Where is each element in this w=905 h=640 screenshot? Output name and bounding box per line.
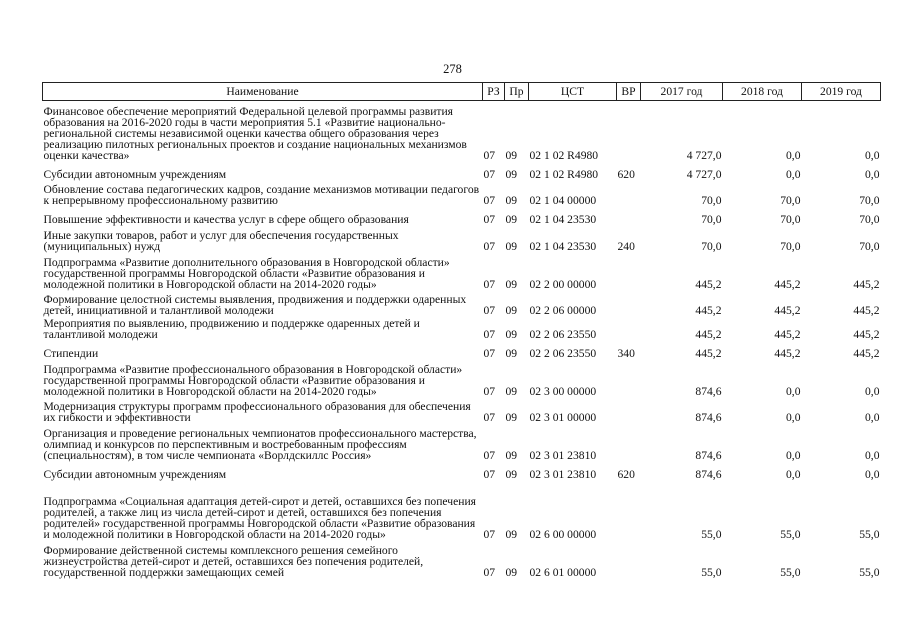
row-rz: 07 <box>483 328 496 341</box>
row-cst: 02 1 02 R4980 <box>529 168 599 181</box>
row-2017: 874,6 <box>695 385 722 398</box>
row-2017: 4 727,0 <box>686 168 722 181</box>
row-name: Иные закупки товаров, работ и услуг для обеспечения государственных (муниципальных) нужд <box>43 229 399 253</box>
header-2017: 2017 год <box>641 83 723 101</box>
row-name: Финансовое обеспечение мероприятий Федеральной целевой программы развития образования на 2016-2020 годы в части мероприятия 5.1 «Развитие национально-региональной системы независимой оценки качества общего образования через реализацию пилотных региональных проектов и создание национальных механизмов оценки качества» <box>43 105 467 162</box>
row-2019: 445,2 <box>853 347 880 360</box>
row-2017: 70,0 <box>701 194 722 207</box>
row-2017: 4 727,0 <box>686 149 722 162</box>
row-2018: 445,2 <box>774 347 801 360</box>
row-2019: 0,0 <box>865 411 880 424</box>
table-row <box>43 101 881 162</box>
row-pr: 09 <box>505 347 518 360</box>
row-rz: 07 <box>483 347 496 360</box>
row-rz: 07 <box>483 213 496 226</box>
row-name: Субсидии автономным учреждениям <box>43 468 227 481</box>
row-vr <box>617 540 641 578</box>
row-2019: 0,0 <box>865 468 880 481</box>
row-vr <box>617 180 641 206</box>
row-pr: 09 <box>505 149 518 162</box>
row-2018: 70,0 <box>780 213 801 226</box>
row-2017: 445,2 <box>695 328 722 341</box>
row-vr <box>617 206 641 225</box>
row-pr: 09 <box>505 213 518 226</box>
row-pr: 09 <box>505 411 518 424</box>
row-2018: 0,0 <box>786 411 801 424</box>
header-2018: 2018 год <box>723 83 802 101</box>
header-name: Наименование <box>43 83 483 101</box>
row-2017: 55,0 <box>701 566 722 579</box>
row-2019: 0,0 <box>865 149 880 162</box>
row-cst: 02 6 00 00000 <box>529 528 597 541</box>
row-pr: 09 <box>505 449 518 462</box>
row-name: Подпрограмма «Развитие дополнительного образования в Новгородской области» государственной программы Новгородской области «Развитие образования и молодежной политики в Новгородской области на 2014-2020 годы» <box>43 256 450 291</box>
row-cst: 02 1 04 00000 <box>529 194 597 207</box>
row-name: Подпрограмма «Социальная адаптация детей-сирот и детей, оставшихся без попечения родителей, а также лиц из числа детей-сирот и детей, оставшихся без попечения родителей» государственной программы Новгородской области «Развитие образования и молодежной политики в Новгородской области на 2014-2020 годы» <box>43 495 477 541</box>
row-2019: 0,0 <box>865 449 880 462</box>
row-2018: 445,2 <box>774 304 801 317</box>
row-2018: 0,0 <box>786 385 801 398</box>
row-2019: 70,0 <box>859 240 880 253</box>
table-row <box>43 423 881 461</box>
row-vr: 240 <box>617 240 635 253</box>
row-2019: 0,0 <box>865 385 880 398</box>
row-cst: 02 2 00 00000 <box>529 278 597 291</box>
row-vr: 340 <box>617 347 635 360</box>
table-row <box>43 252 881 290</box>
row-2017: 445,2 <box>695 304 722 317</box>
table-row <box>43 180 881 206</box>
row-name: Формирование целостной системы выявления, продвижения и поддержки одаренных детей, инициативной и талантливой молодежи <box>43 293 467 317</box>
row-2019: 445,2 <box>853 304 880 317</box>
row-2019: 0,0 <box>865 168 880 181</box>
table-row <box>43 225 881 252</box>
row-rz: 07 <box>483 240 496 253</box>
row-cst: 02 3 01 23810 <box>529 449 597 462</box>
row-cst: 02 1 04 23530 <box>529 240 597 253</box>
row-pr: 09 <box>505 168 518 181</box>
header-row <box>43 83 881 101</box>
row-vr <box>617 101 641 162</box>
row-rz: 07 <box>483 411 496 424</box>
row-2018: 445,2 <box>774 328 801 341</box>
header-rz: РЗ <box>483 83 505 101</box>
row-2018: 0,0 <box>786 149 801 162</box>
row-pr: 09 <box>505 468 518 481</box>
row-rz: 07 <box>483 304 496 317</box>
row-2019: 55,0 <box>859 528 880 541</box>
row-2019: 445,2 <box>853 328 880 341</box>
table-row <box>43 480 881 540</box>
row-2019: 55,0 <box>859 566 880 579</box>
row-cst: 02 3 00 00000 <box>529 385 597 398</box>
page-number: 278 <box>443 62 462 76</box>
row-2018: 70,0 <box>780 194 801 207</box>
header-pr: Пр <box>505 83 529 101</box>
row-name: Обновление состава педагогических кадров, создание механизмов мотивации педагогов к непрерывному профессиональному развитию <box>43 183 480 207</box>
table-row <box>43 359 881 397</box>
row-pr: 09 <box>505 385 518 398</box>
table-row <box>43 290 881 316</box>
row-vr <box>617 290 641 316</box>
row-name: Организация и проведение региональных чемпионатов профессионального мастерства, олимпиад и конкурсов по перспективным и востребованным профессиям (специальностям), в том числе чемпионата «Ворлдскиллс Россия» <box>43 427 477 462</box>
row-2017: 70,0 <box>701 240 722 253</box>
row-name: Мероприятия по выявлению, продвижению и поддержке одаренных детей и талантливой молодежи <box>43 317 420 341</box>
row-rz: 07 <box>483 566 496 579</box>
table-row <box>43 540 881 578</box>
table-row <box>43 461 881 480</box>
table-row <box>43 340 881 359</box>
row-pr: 09 <box>505 194 518 207</box>
row-2018: 445,2 <box>774 278 801 291</box>
row-pr: 09 <box>505 304 518 317</box>
budget-table <box>42 82 881 578</box>
row-2018: 70,0 <box>780 240 801 253</box>
row-2018: 0,0 <box>786 449 801 462</box>
row-rz: 07 <box>483 449 496 462</box>
row-rz: 07 <box>483 278 496 291</box>
row-pr: 09 <box>505 240 518 253</box>
row-vr <box>617 359 641 397</box>
header-2019: 2019 год <box>802 83 881 101</box>
row-2017: 445,2 <box>695 347 722 360</box>
row-vr <box>617 480 641 540</box>
row-cst: 02 3 01 23810 <box>529 468 597 481</box>
row-name: Формирование действенной системы комплексного решения семейного жизнеустройства детей-сирот и детей, оставшихся без попечения родителей, государственной поддержки замещающих семей <box>43 544 424 579</box>
row-rz: 07 <box>483 468 496 481</box>
row-cst: 02 2 06 23550 <box>529 347 597 360</box>
table-row <box>43 316 881 340</box>
header-cst: ЦСТ <box>529 83 617 101</box>
row-cst: 02 2 06 00000 <box>529 304 597 317</box>
row-2019: 70,0 <box>859 194 880 207</box>
row-name: Модернизация структуры программ профессионального образования для обеспечения их гибкости и эффективности <box>43 400 471 424</box>
row-vr: 620 <box>617 468 635 481</box>
row-2017: 70,0 <box>701 213 722 226</box>
row-rz: 07 <box>483 385 496 398</box>
row-2018: 55,0 <box>780 528 801 541</box>
row-2018: 0,0 <box>786 468 801 481</box>
row-vr <box>617 397 641 423</box>
row-pr: 09 <box>505 566 518 579</box>
row-pr: 09 <box>505 328 518 341</box>
row-2017: 874,6 <box>695 468 722 481</box>
row-2019: 445,2 <box>853 278 880 291</box>
row-2017: 55,0 <box>701 528 722 541</box>
row-2017: 445,2 <box>695 278 722 291</box>
row-cst: 02 3 01 00000 <box>529 411 597 424</box>
row-cst: 02 6 01 00000 <box>529 566 597 579</box>
row-rz: 07 <box>483 149 496 162</box>
row-cst: 02 1 04 23530 <box>529 213 597 226</box>
row-vr: 620 <box>617 168 635 181</box>
table-row <box>43 206 881 225</box>
row-name: Подпрограмма «Развитие профессионального образования в Новгородской области» государственной программы Новгородской области «Развитие образования и молодежной политики в Новгородской области на 2014-2020 годы» <box>43 363 463 398</box>
row-2017: 874,6 <box>695 411 722 424</box>
row-vr <box>617 252 641 290</box>
row-name: Стипендии <box>43 347 99 360</box>
row-2017: 874,6 <box>695 449 722 462</box>
row-rz: 07 <box>483 168 496 181</box>
row-pr: 09 <box>505 278 518 291</box>
row-name: Повышение эффективности и качества услуг в сфере общего образования <box>43 213 409 226</box>
row-vr <box>617 423 641 461</box>
row-pr: 09 <box>505 528 518 541</box>
table-row <box>43 397 881 423</box>
row-rz: 07 <box>483 194 496 207</box>
row-2018: 55,0 <box>780 566 801 579</box>
row-2018: 0,0 <box>786 168 801 181</box>
row-rz: 07 <box>483 528 496 541</box>
row-vr <box>617 316 641 340</box>
row-cst: 02 1 02 R4980 <box>529 149 599 162</box>
table-row <box>43 161 881 180</box>
row-cst: 02 2 06 23550 <box>529 328 597 341</box>
row-name: Субсидии автономным учреждениям <box>43 168 227 181</box>
header-vr: ВР <box>617 83 641 101</box>
row-2019: 70,0 <box>859 213 880 226</box>
